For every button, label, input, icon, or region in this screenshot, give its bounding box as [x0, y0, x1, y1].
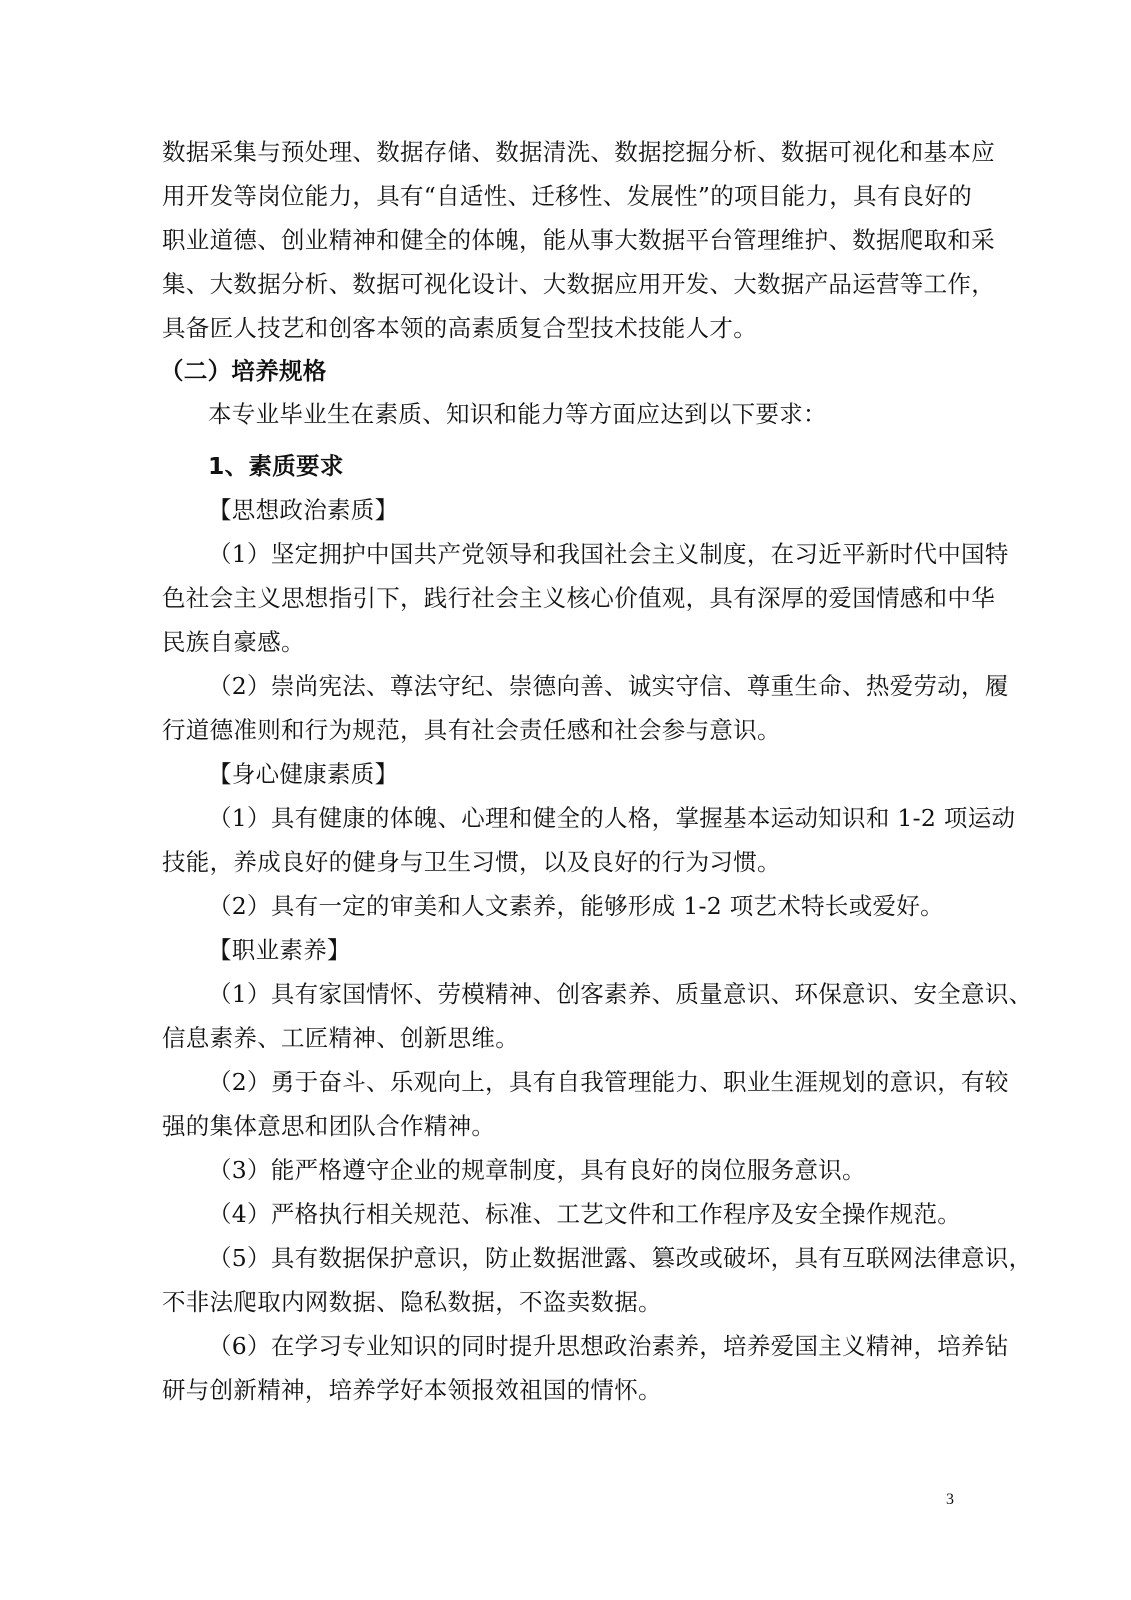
- paragraph-line: 本专业毕业生在素质、知识和能力等方面应达到以下要求：: [208, 400, 827, 428]
- paragraph-line: 数据采集与预处理、数据存储、数据清洗、数据挖掘分析、数据可视化和基本应: [162, 138, 995, 166]
- section-heading: （二）培养规格: [160, 357, 327, 385]
- list-item-line: 民族自豪感。: [162, 628, 305, 656]
- list-item-line: 技能，养成良好的健身与卫生习惯，以及良好的行为习惯。: [162, 848, 781, 876]
- category-heading: 【身心健康素质】: [208, 760, 399, 788]
- list-item-line: 色社会主义思想指引下，践行社会主义核心价值观，具有深厚的爱国情感和中华: [162, 584, 995, 612]
- list-item-line: （4）严格执行相关规范、标准、工艺文件和工作程序及安全操作规范。: [208, 1200, 962, 1228]
- list-item-line: （5）具有数据保护意识，防止数据泄露、篡改或破坏，具有互联网法律意识，: [208, 1244, 1033, 1272]
- list-item-line: （2）崇尚宪法、尊法守纪、崇德向善、诚实守信、尊重生命、热爱劳动，履: [208, 672, 1009, 700]
- list-item-line: （2）勇于奋斗、乐观向上，具有自我管理能力、职业生涯规划的意识，有较: [208, 1068, 1009, 1096]
- paragraph-line: 用开发等岗位能力，具有“自适性、迁移性、发展性”的项目能力，具有良好的: [162, 182, 973, 210]
- paragraph-line: 集、大数据分析、数据可视化设计、大数据应用开发、大数据产品运营等工作，: [162, 270, 995, 298]
- list-item-line: 研与创新精神，培养学好本领报效祖国的情怀。: [162, 1376, 662, 1404]
- list-item-line: （1）具有健康的体魄、心理和健全的人格，掌握基本运动知识和 1-2 项运动: [208, 804, 1016, 832]
- list-item-line: 强的集体意思和团队合作精神。: [162, 1112, 496, 1140]
- list-item-line: 信息素养、工匠精神、创新思维。: [162, 1024, 519, 1052]
- list-item-line: （1）坚定拥护中国共产党领导和我国社会主义制度，在习近平新时代中国特: [208, 540, 1009, 568]
- category-heading: 【思想政治素质】: [208, 496, 399, 524]
- paragraph-line: 职业道德、创业精神和健全的体魄，能从事大数据平台管理维护、数据爬取和采: [162, 226, 995, 254]
- paragraph-line: 具备匠人技艺和创客本领的高素质复合型技术技能人才。: [162, 314, 757, 342]
- list-item-line: （2）具有一定的审美和人文素养，能够形成 1-2 项艺术特长或爱好。: [208, 892, 944, 920]
- list-item-line: 不非法爬取内网数据、隐私数据，不盗卖数据。: [162, 1288, 662, 1316]
- list-item-line: 行道德准则和行为规范，具有社会责任感和社会参与意识。: [162, 716, 781, 744]
- subsection-heading: 1、素质要求: [208, 452, 344, 480]
- category-heading: 【职业素养】: [208, 936, 351, 964]
- list-item-line: （6）在学习专业知识的同时提升思想政治素养，培养爱国主义精神，培养钻: [208, 1332, 1009, 1360]
- list-item-line: （3）能严格遵守企业的规章制度，具有良好的岗位服务意识。: [208, 1156, 866, 1184]
- list-item-line: （1）具有家国情怀、劳模精神、创客素养、质量意识、环保意识、安全意识、: [208, 980, 1033, 1008]
- page-number: 3: [946, 1491, 954, 1508]
